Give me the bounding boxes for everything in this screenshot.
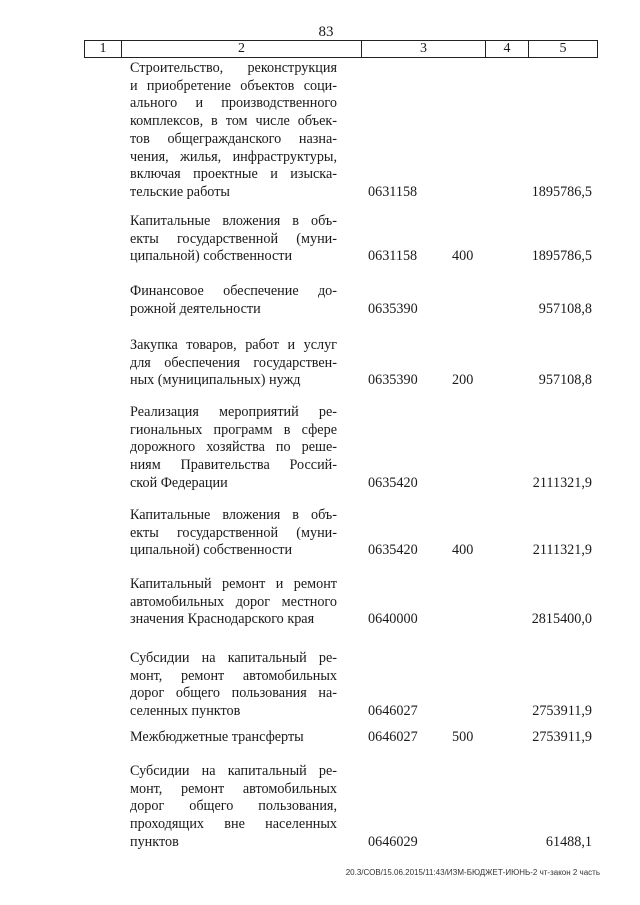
target-code: 0631158: [368, 183, 418, 200]
row-description: [130, 213, 337, 266]
description-line: Капитальные вложения в объ-: [130, 213, 337, 229]
header-col-4: 4: [486, 41, 529, 57]
description-line: дорожного хозяйства по реше-: [130, 439, 337, 456]
page-number: 83: [318, 24, 334, 40]
expense-type-code: 400: [452, 248, 474, 265]
row-description: [130, 763, 337, 852]
description-line: Капитальные вложения в объ-: [130, 507, 337, 523]
row-description: [130, 576, 337, 629]
amount: 2815400,0: [531, 611, 592, 628]
description-line: комплексов, в том числе объек-: [130, 113, 337, 130]
row-description: [130, 729, 337, 747]
description-line: тов общегражданского назна-: [130, 130, 337, 147]
target-code: 0635390: [368, 372, 418, 389]
target-code: 0635420: [368, 474, 418, 491]
expense-type-code: 500: [452, 729, 474, 745]
row-description: [130, 60, 337, 202]
description-line: Межбюджетные трансферты: [130, 729, 304, 745]
description-line: включая проектные и изыска-: [130, 166, 337, 183]
description-line: ской Федерации: [130, 474, 228, 491]
description-line: рожной деятельности: [130, 300, 261, 317]
description-line: Строительство, реконструкция: [130, 60, 337, 76]
row-description: [130, 337, 337, 390]
amount: 2753911,9: [532, 729, 592, 745]
document-footer: 20.3/СОВ/15.06.2015/11:43/ИЗМ-БЮДЖЕТ-ИЮНЬ-2 чт-закон 2 часть: [345, 868, 600, 877]
description-line: тельские работы: [130, 183, 230, 200]
target-code: 0631158: [368, 248, 418, 265]
description-line: Реализация мероприятий ре-: [130, 404, 337, 420]
amount: 957108,8: [538, 300, 592, 317]
description-line: ципальной) собственности: [130, 248, 293, 265]
description-line: ниям Правительства Россий-: [130, 457, 337, 474]
description-line: Закупка товаров, работ и услуг: [130, 337, 337, 353]
description-line: и приобретение объектов соци-: [130, 77, 337, 94]
expense-type-code: 200: [452, 372, 474, 389]
description-line: Субсидии на капитальный ре-: [130, 763, 337, 779]
description-line: Финансовое обеспечение до-: [130, 283, 337, 299]
description-line: ципальной) собственности: [130, 542, 293, 559]
expense-type-code: 400: [452, 542, 474, 559]
target-code: 0646029: [368, 833, 418, 850]
description-line: пунктов: [130, 833, 179, 850]
amount: 1895786,5: [531, 248, 592, 265]
description-line: Капитальный ремонт и ремонт: [130, 576, 337, 592]
description-line: екты государственной (муни-: [130, 230, 337, 247]
header-col-2: 2: [122, 41, 362, 57]
description-line: значения Краснодарского края: [130, 611, 315, 628]
description-line: чения, жилья, инфраструктуры,: [130, 148, 337, 165]
description-line: проходящих вне населенных: [130, 816, 337, 833]
row-description: [130, 507, 337, 560]
target-code: 0635390: [368, 300, 418, 317]
description-line: монт, ремонт автомобильных: [130, 667, 337, 684]
amount: 1895786,5: [531, 183, 592, 200]
description-line: гиональных программ в сфере: [130, 421, 337, 438]
target-code: 0640000: [368, 611, 418, 628]
description-line: дорог общего пользования на-: [130, 685, 337, 702]
description-line: монт, ремонт автомобильных: [130, 780, 337, 797]
header-col-5: 5: [559, 41, 567, 56]
row-description: [130, 404, 337, 493]
description-line: дорог общего пользования,: [130, 798, 337, 815]
description-line: ального и производственного: [130, 95, 337, 112]
amount: 2753911,9: [532, 703, 592, 720]
target-code: 0635420: [368, 542, 418, 559]
amount: 2111321,9: [532, 542, 592, 559]
table-header: [84, 40, 598, 58]
description-line: автомобильных дорог местного: [130, 593, 337, 610]
target-code: 0646027: [368, 703, 418, 720]
description-line: Субсидии на капитальный ре-: [130, 650, 337, 666]
amount: 2111321,9: [532, 474, 592, 491]
amount: 957108,8: [538, 372, 592, 389]
description-line: для обеспечения государствен-: [130, 354, 337, 371]
header-col-3: 3: [362, 41, 486, 57]
description-line: ных (муниципальных) нужд: [130, 372, 301, 389]
target-code: 0646027: [368, 729, 418, 745]
header-col-1: 1: [85, 41, 122, 57]
amount: 61488,1: [545, 833, 592, 850]
description-line: селенных пунктов: [130, 703, 241, 720]
row-description: [130, 650, 337, 721]
row-description: [130, 283, 337, 318]
description-line: екты государственной (муни-: [130, 524, 337, 541]
